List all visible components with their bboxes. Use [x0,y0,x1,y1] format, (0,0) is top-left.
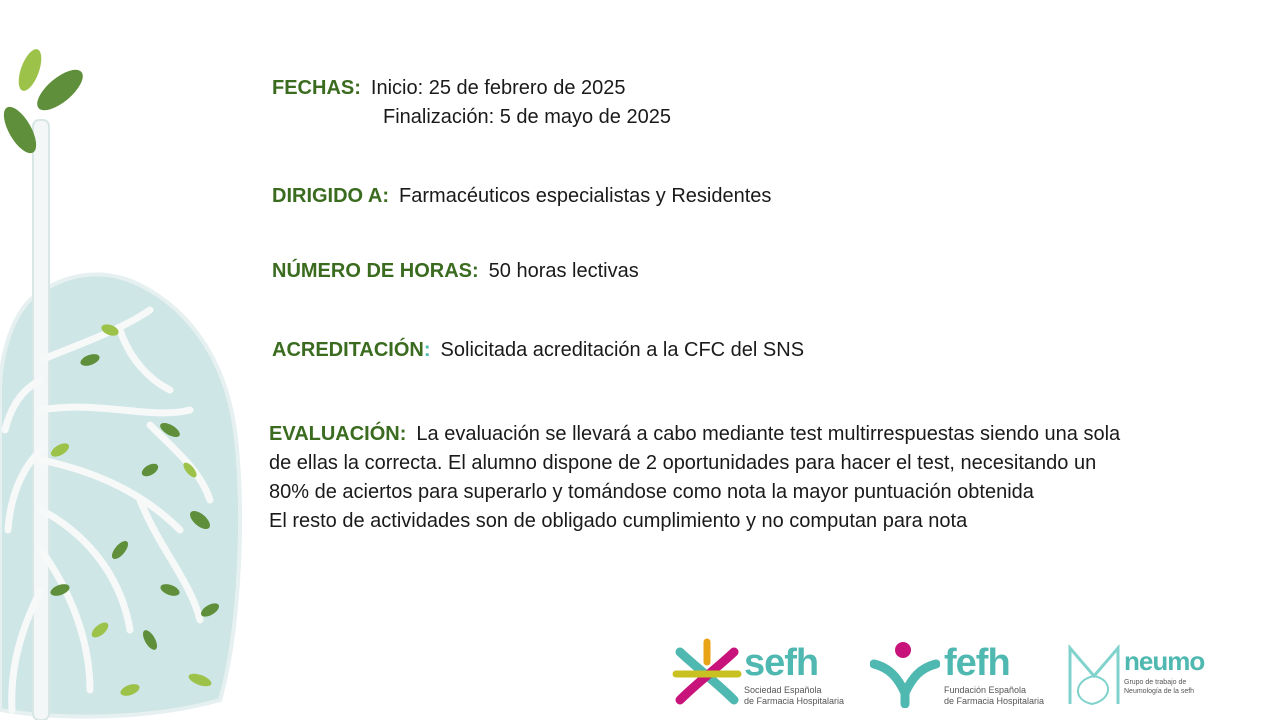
sefh-sub2: de Farmacia Hospitalaria [744,696,845,706]
neumo-emblem-icon [1064,640,1124,710]
fechas-finalizacion: Finalización: 5 de mayo de 2025 [383,106,671,128]
horas-label: NÚMERO DE HORAS: [272,260,479,282]
fechas-row [272,74,626,103]
sefh-logo [668,632,858,712]
neumo-name: neumo [1124,646,1205,676]
acreditacion-row [272,336,804,365]
fefh-logo [868,632,1058,712]
dirigido-label: DIRIGIDO A: [272,185,390,207]
fefh-sub1: Fundación Española [944,685,1027,695]
evaluacion-line-2: de ellas la correcta. El alumno dispone de 2 oportunidades para hacer el test, necesitando un [269,452,1097,474]
evaluacion-text-1: La evaluación se llevará a cabo mediante test multirrespuestas siendo una sola [416,423,1121,445]
evaluacion-line-3: 80% de aciertos para superarlo y tomándose como nota la mayor puntuación obtenida [269,481,1034,503]
sefh-emblem-icon [672,638,742,708]
horas-row [272,257,639,286]
evaluacion-line-4: El resto de actividades son de obligado cumplimiento y no computan para nota [269,510,968,532]
dirigido-row [272,182,771,211]
horas-value: 50 horas lectivas [488,260,639,282]
logos-footer [668,632,1228,712]
lung-tree-illustration [0,30,250,720]
sefh-name: sefh [744,642,819,684]
fefh-sub2: de Farmacia Hospitalaria [944,696,1045,706]
fechas-label: FECHAS: [272,77,361,99]
acreditacion-label: ACREDITACIÓN [272,339,424,361]
acreditacion-colon: : [423,339,431,361]
fechas-inicio: Inicio: 25 de febrero de 2025 [370,77,626,99]
evaluacion-block [269,420,1269,536]
acreditacion-value: Solicitada acreditación a la CFC del SNS [440,339,805,361]
fefh-name: fefh [944,642,1010,684]
sefh-sub1: Sociedad Española [744,685,822,695]
evaluacion-label: EVALUACIÓN: [269,423,407,445]
evaluacion-line-1 [269,420,1269,449]
neumo-sub2: Neumología de la sefh [1124,688,1195,695]
neumo-sub1: Grupo de trabajo de [1124,679,1187,686]
dirigido-value: Farmacéuticos especialistas y Residentes [399,185,772,207]
neumo-logo [1064,632,1228,712]
fefh-emblem-icon [870,638,940,708]
